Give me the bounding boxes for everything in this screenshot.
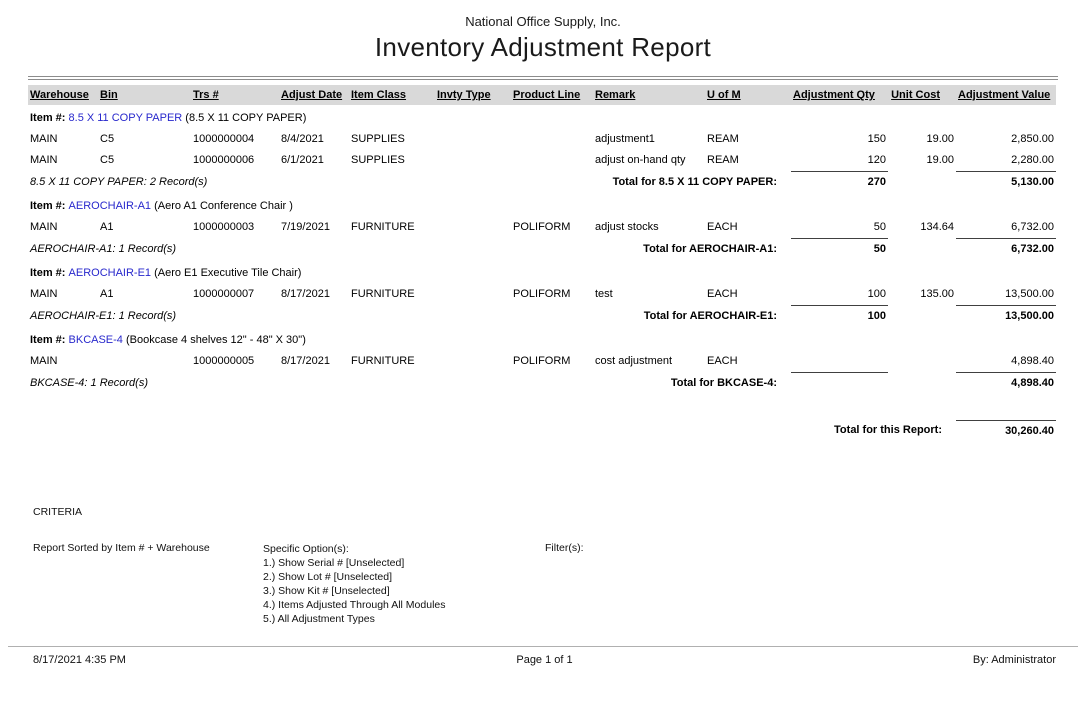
col-remark: Remark [593, 85, 705, 105]
group-header-cell [28, 327, 1056, 351]
invty-type-cell [435, 284, 511, 306]
criteria-heading: CRITERIA [33, 506, 83, 518]
item-class-cell: SUPPLIES [351, 133, 405, 145]
unit-cost-cell: 19.00 [926, 133, 954, 145]
adjustment-qty-cell: 120 [867, 154, 886, 166]
bin-cell: C5 [100, 133, 115, 145]
group-total-unit-cost-empty [888, 306, 956, 328]
item-code-link[interactable]: AEROCHAIR-A1 [68, 200, 152, 212]
footer-page-number: Page 1 of 1 [516, 654, 573, 666]
item-code-link[interactable]: AEROCHAIR-E1 [68, 267, 152, 279]
item-class-cell: SUPPLIES [351, 154, 405, 167]
adjust-date-cell: 8/4/2021 [281, 133, 324, 145]
criteria-section [33, 506, 1053, 625]
uom-cell: REAM [707, 154, 739, 167]
adjust-date-cell: 6/1/2021 [281, 154, 324, 167]
column-header-row [28, 85, 1056, 105]
adjustment-data-row [28, 351, 1056, 373]
spacer-row [28, 394, 1056, 420]
group-total-value: 13,500.00 [956, 306, 1056, 328]
product-line-cell [511, 150, 593, 172]
bin-cell [98, 351, 191, 373]
item-number-label: Item #: [30, 334, 69, 346]
invty-type-cell [435, 351, 511, 373]
bin-cell: C5 [100, 154, 115, 167]
group-total-value: 6,732.00 [956, 239, 1056, 261]
group-header-row [28, 105, 1056, 129]
adjust-date-cell: 8/17/2021 [281, 288, 330, 301]
report-total-value: 30,260.40 [956, 420, 1056, 442]
trs-number-cell: 1000000006 [193, 154, 255, 167]
group-header-cell [28, 260, 1056, 284]
group-header-row [28, 193, 1056, 217]
unit-cost-cell [888, 351, 956, 373]
adjustment-value-cell: 2,850.00 [1011, 133, 1054, 145]
group-total-value: 5,130.00 [956, 172, 1056, 194]
product-line-cell: POLIFORM [513, 288, 571, 301]
group-record-count: 8.5 X 11 COPY PAPER: 2 Record(s) [30, 175, 208, 188]
item-number-label: Item #: [30, 267, 69, 279]
col-unit-cost: Unit Cost [888, 85, 956, 105]
footer-author: By: Administrator [972, 654, 1056, 666]
group-total-qty: 100 [791, 306, 888, 328]
criteria-option-3: 3.) Show Kit # [Unselected] [263, 585, 390, 597]
company-name: National Office Supply, Inc. [465, 14, 621, 29]
adjustment-value-cell: 4,898.40 [1011, 355, 1054, 367]
report-total-row [28, 420, 1056, 442]
adjustment-data-row [28, 150, 1056, 172]
col-item-class: Item Class [349, 85, 435, 105]
title-separator [28, 76, 1058, 80]
adjustment-data-row [28, 129, 1056, 150]
report-total-label: Total for this Report: [834, 424, 942, 437]
item-description: (Aero E1 Executive Tile Chair) [151, 267, 302, 279]
group-header-row [28, 260, 1056, 284]
criteria-filters-heading: Filter(s): [545, 542, 584, 554]
col-adjustment-value: Adjustment Value [956, 85, 1056, 105]
remark-cell: cost adjustment [595, 355, 673, 368]
trs-number-cell: 1000000004 [193, 133, 255, 145]
item-class-cell: FURNITURE [351, 288, 415, 301]
invty-type-cell [435, 129, 511, 150]
group-total-label: Total for BKCASE-4: [670, 376, 777, 389]
criteria-options-heading: Specific Option(s): [263, 543, 349, 555]
adjustment-value-cell: 13,500.00 [1005, 288, 1054, 300]
unit-cost-cell: 19.00 [926, 154, 954, 167]
footer-timestamp: 8/17/2021 4:35 PM [33, 654, 126, 666]
criteria-option-2: 2.) Show Lot # [Unselected] [263, 571, 392, 583]
item-description: (Aero A1 Conference Chair ) [151, 200, 293, 212]
col-warehouse: Warehouse [28, 85, 98, 105]
product-line-cell: POLIFORM [513, 355, 571, 368]
col-trs: Trs # [191, 85, 279, 105]
report-footer [33, 654, 1056, 666]
item-code-link[interactable]: BKCASE-4 [68, 334, 123, 346]
criteria-sort-description: Report Sorted by Item # + Warehouse [33, 542, 210, 554]
warehouse-cell: MAIN [30, 288, 58, 301]
group-total-row [28, 239, 1056, 261]
product-line-cell [511, 129, 593, 150]
unit-cost-cell: 135.00 [920, 288, 954, 301]
col-invty-type: Invty Type [435, 85, 511, 105]
group-total-unit-cost-empty [888, 239, 956, 261]
col-bin: Bin [98, 85, 191, 105]
uom-cell: EACH [707, 221, 738, 234]
invty-type-cell [435, 217, 511, 239]
adjust-date-cell: 7/19/2021 [281, 221, 330, 234]
bin-cell: A1 [100, 221, 114, 234]
col-adjust-date: Adjust Date [279, 85, 349, 105]
adjustment-data-row [28, 217, 1056, 239]
item-description: (8.5 X 11 COPY PAPER) [182, 112, 307, 124]
page-title: Inventory Adjustment Report [374, 32, 712, 62]
adjustment-qty-cell: 150 [867, 133, 886, 145]
uom-cell: REAM [707, 133, 739, 145]
group-total-qty [791, 373, 888, 395]
item-class-cell: FURNITURE [351, 221, 415, 234]
criteria-options [263, 542, 446, 626]
criteria-option-4: 4.) Items Adjusted Through All Modules [263, 599, 446, 611]
uom-cell: EACH [707, 355, 738, 368]
group-total-qty: 270 [791, 172, 888, 194]
trs-number-cell: 1000000003 [193, 221, 255, 234]
adjustment-qty-cell: 50 [873, 221, 886, 233]
group-total-qty: 50 [791, 239, 888, 261]
warehouse-cell: MAIN [30, 133, 58, 145]
group-total-label: Total for AEROCHAIR-E1: [643, 309, 777, 322]
group-total-row [28, 306, 1056, 328]
remark-cell: adjustment1 [595, 133, 655, 145]
uom-cell: EACH [707, 288, 738, 301]
group-header-row [28, 327, 1056, 351]
group-record-count: AEROCHAIR-A1: 1 Record(s) [30, 242, 177, 255]
group-header-cell [28, 105, 1056, 129]
warehouse-cell: MAIN [30, 154, 58, 167]
report-table [28, 85, 1056, 442]
adjust-date-cell: 8/17/2021 [281, 355, 330, 368]
trs-number-cell: 1000000007 [193, 288, 255, 301]
unit-cost-cell: 134.64 [920, 221, 954, 234]
item-code-link[interactable]: 8.5 X 11 COPY PAPER [68, 112, 183, 124]
group-record-count: BKCASE-4: 1 Record(s) [30, 376, 148, 389]
group-total-label: Total for 8.5 X 11 COPY PAPER: [612, 175, 777, 188]
invty-type-cell [435, 150, 511, 172]
footer-separator [8, 646, 1078, 647]
adjustment-qty-cell [791, 351, 888, 373]
adjustment-value-cell: 6,732.00 [1011, 221, 1054, 233]
criteria-option-5: 5.) All Adjustment Types [263, 613, 375, 625]
group-total-unit-cost-empty [888, 373, 956, 395]
adjustment-value-cell: 2,280.00 [1011, 154, 1054, 166]
group-record-count: AEROCHAIR-E1: 1 Record(s) [30, 309, 177, 322]
item-number-label: Item #: [30, 112, 69, 124]
bin-cell: A1 [100, 288, 114, 301]
col-product-line: Product Line [511, 85, 593, 105]
remark-cell: adjust stocks [595, 221, 659, 234]
group-total-row [28, 373, 1056, 395]
col-uom: U of M [705, 85, 791, 105]
product-line-cell: POLIFORM [513, 221, 571, 234]
group-total-label: Total for AEROCHAIR-A1: [643, 242, 777, 255]
col-adjustment-qty: Adjustment Qty [791, 85, 888, 105]
adjustment-data-row [28, 284, 1056, 306]
criteria-option-1: 1.) Show Serial # [Unselected] [263, 557, 405, 569]
remark-cell: test [595, 288, 613, 301]
warehouse-cell: MAIN [30, 355, 58, 368]
group-total-row [28, 172, 1056, 194]
group-total-value: 4,898.40 [956, 373, 1056, 395]
remark-cell: adjust on-hand qty [595, 154, 686, 167]
trs-number-cell: 1000000005 [193, 355, 255, 368]
warehouse-cell: MAIN [30, 221, 58, 234]
group-header-cell [28, 193, 1056, 217]
spacer-cell [28, 394, 1056, 420]
item-number-label: Item #: [30, 200, 69, 212]
group-total-unit-cost-empty [888, 172, 956, 194]
item-description: (Bookcase 4 shelves 12" - 48" X 30") [122, 334, 306, 346]
item-class-cell: FURNITURE [351, 355, 415, 368]
adjustment-qty-cell: 100 [867, 288, 886, 300]
